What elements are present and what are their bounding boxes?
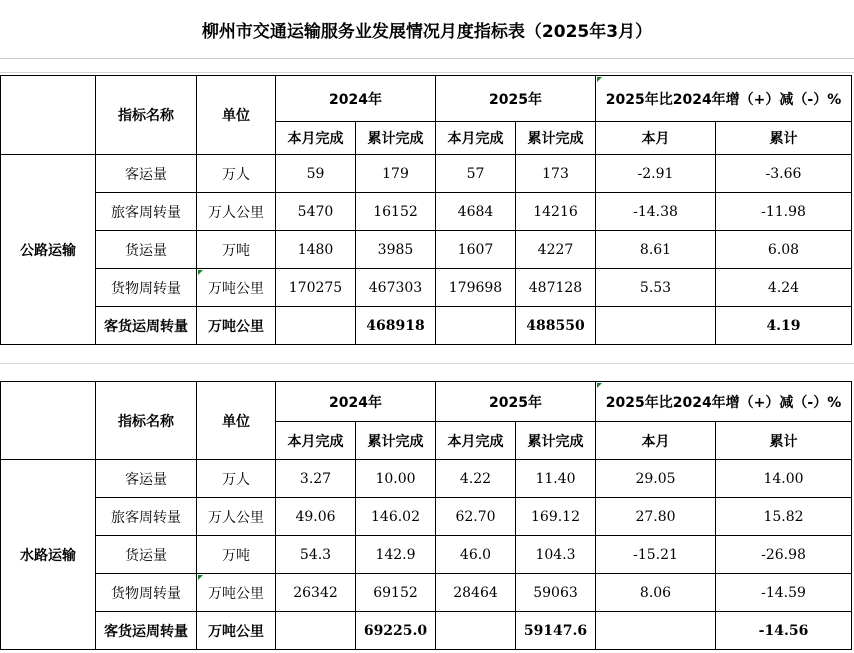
section-label-cell (1, 76, 96, 155)
year-2025-header: 2025年 (436, 382, 596, 422)
total-indicator-name: 客货运周转量 (96, 307, 197, 345)
value-2024-month: 170275 (276, 269, 356, 307)
value-2024-month: 49.06 (276, 498, 356, 536)
change-month: 8.61 (596, 231, 716, 269)
year-2024-header: 2024年 (276, 76, 436, 122)
change-cum: -14.59 (716, 574, 852, 612)
total-change-cum: -14.56 (716, 612, 852, 650)
value-2024-cum: 467303 (356, 269, 436, 307)
value-2024-cum: 10.00 (356, 460, 436, 498)
unit: 万人 (197, 155, 276, 193)
cum-header: 累计 (716, 122, 852, 155)
indicator-name: 货物周转量 (96, 574, 197, 612)
total-change-cum: 4.19 (716, 307, 852, 345)
total-change-month (596, 307, 716, 345)
change-month: 8.06 (596, 574, 716, 612)
change-header: 2025年比2024年增（+）减（-）% (596, 76, 852, 122)
value-2025-month: 179698 (436, 269, 516, 307)
indicator-name: 客运量 (96, 155, 197, 193)
month-done-header: 本月完成 (276, 422, 356, 460)
change-cum: 14.00 (716, 460, 852, 498)
value-2025-cum: 104.3 (516, 536, 596, 574)
value-2025-month: 57 (436, 155, 516, 193)
change-cum: 4.24 (716, 269, 852, 307)
value-2025-cum: 14216 (516, 193, 596, 231)
total-2024-month (276, 307, 356, 345)
indicator-header: 指标名称 (96, 76, 197, 155)
year-2024-header: 2024年 (276, 382, 436, 422)
value-2024-month: 59 (276, 155, 356, 193)
value-2025-month: 4.22 (436, 460, 516, 498)
unit: 万人公里 (197, 498, 276, 536)
divider (0, 72, 854, 73)
value-2025-cum: 11.40 (516, 460, 596, 498)
indicator-name: 客运量 (96, 460, 197, 498)
unit: 万吨公里 (197, 574, 276, 612)
value-2025-cum: 4227 (516, 231, 596, 269)
unit-header: 单位 (197, 76, 276, 155)
cum-done-header: 累计完成 (516, 422, 596, 460)
unit: 万人公里 (197, 193, 276, 231)
value-2025-month: 28464 (436, 574, 516, 612)
change-cum: 6.08 (716, 231, 852, 269)
total-change-month (596, 612, 716, 650)
cum-done-header: 累计完成 (516, 122, 596, 155)
value-2025-cum: 487128 (516, 269, 596, 307)
unit: 万人 (197, 460, 276, 498)
change-cum: -3.66 (716, 155, 852, 193)
divider (0, 363, 854, 364)
total-2025-month (436, 612, 516, 650)
title-divider (0, 58, 854, 59)
value-2024-month: 5470 (276, 193, 356, 231)
change-month: -14.38 (596, 193, 716, 231)
change-cum: -26.98 (716, 536, 852, 574)
value-2025-month: 46.0 (436, 536, 516, 574)
page-title: 柳州市交通运输服务业发展情况月度指标表（2025年3月） (201, 21, 653, 42)
total-2025-cum: 59147.6 (516, 612, 596, 650)
cum-done-header: 累计完成 (356, 122, 436, 155)
indicator-name: 货物周转量 (96, 269, 197, 307)
unit: 万吨 (197, 231, 276, 269)
change-month: -2.91 (596, 155, 716, 193)
month-header: 本月 (596, 422, 716, 460)
value-2025-cum: 169.12 (516, 498, 596, 536)
value-2024-cum: 16152 (356, 193, 436, 231)
total-indicator-name: 客货运周转量 (96, 612, 197, 650)
value-2024-cum: 69152 (356, 574, 436, 612)
waterway-table (0, 381, 852, 650)
total-2025-month (436, 307, 516, 345)
unit: 万吨 (197, 536, 276, 574)
change-month: 29.05 (596, 460, 716, 498)
month-done-header: 本月完成 (436, 122, 516, 155)
total-unit: 万吨公里 (197, 612, 276, 650)
indicator-name: 货运量 (96, 231, 197, 269)
value-2025-month: 62.70 (436, 498, 516, 536)
year-2025-header: 2025年 (436, 76, 596, 122)
value-2025-month: 4684 (436, 193, 516, 231)
month-header: 本月 (596, 122, 716, 155)
value-2025-cum: 59063 (516, 574, 596, 612)
value-2024-month: 26342 (276, 574, 356, 612)
total-2025-cum: 488550 (516, 307, 596, 345)
value-2025-cum: 173 (516, 155, 596, 193)
month-done-header: 本月完成 (276, 122, 356, 155)
change-month: 5.53 (596, 269, 716, 307)
total-2024-month (276, 612, 356, 650)
value-2024-cum: 146.02 (356, 498, 436, 536)
cum-header: 累计 (716, 422, 852, 460)
change-month: -15.21 (596, 536, 716, 574)
month-done-header: 本月完成 (436, 422, 516, 460)
total-unit: 万吨公里 (197, 307, 276, 345)
value-2025-month: 1607 (436, 231, 516, 269)
indicator-name: 旅客周转量 (96, 498, 197, 536)
value-2024-month: 1480 (276, 231, 356, 269)
change-cum: -11.98 (716, 193, 852, 231)
cum-done-header: 累计完成 (356, 422, 436, 460)
total-2024-cum: 69225.0 (356, 612, 436, 650)
total-2024-cum: 468918 (356, 307, 436, 345)
section-name: 公路运输 (1, 155, 96, 345)
section-name: 水路运输 (1, 460, 96, 650)
value-2024-cum: 179 (356, 155, 436, 193)
change-header: 2025年比2024年增（+）减（-）% (596, 382, 852, 422)
value-2024-month: 3.27 (276, 460, 356, 498)
indicator-name: 旅客周转量 (96, 193, 197, 231)
unit: 万吨公里 (197, 269, 276, 307)
change-cum: 15.82 (716, 498, 852, 536)
value-2024-month: 54.3 (276, 536, 356, 574)
value-2024-cum: 142.9 (356, 536, 436, 574)
value-2024-cum: 3985 (356, 231, 436, 269)
section-label-cell (1, 382, 96, 460)
highway-table (0, 75, 852, 345)
unit-header: 单位 (197, 382, 276, 460)
indicator-header: 指标名称 (96, 382, 197, 460)
change-month: 27.80 (596, 498, 716, 536)
indicator-name: 货运量 (96, 536, 197, 574)
